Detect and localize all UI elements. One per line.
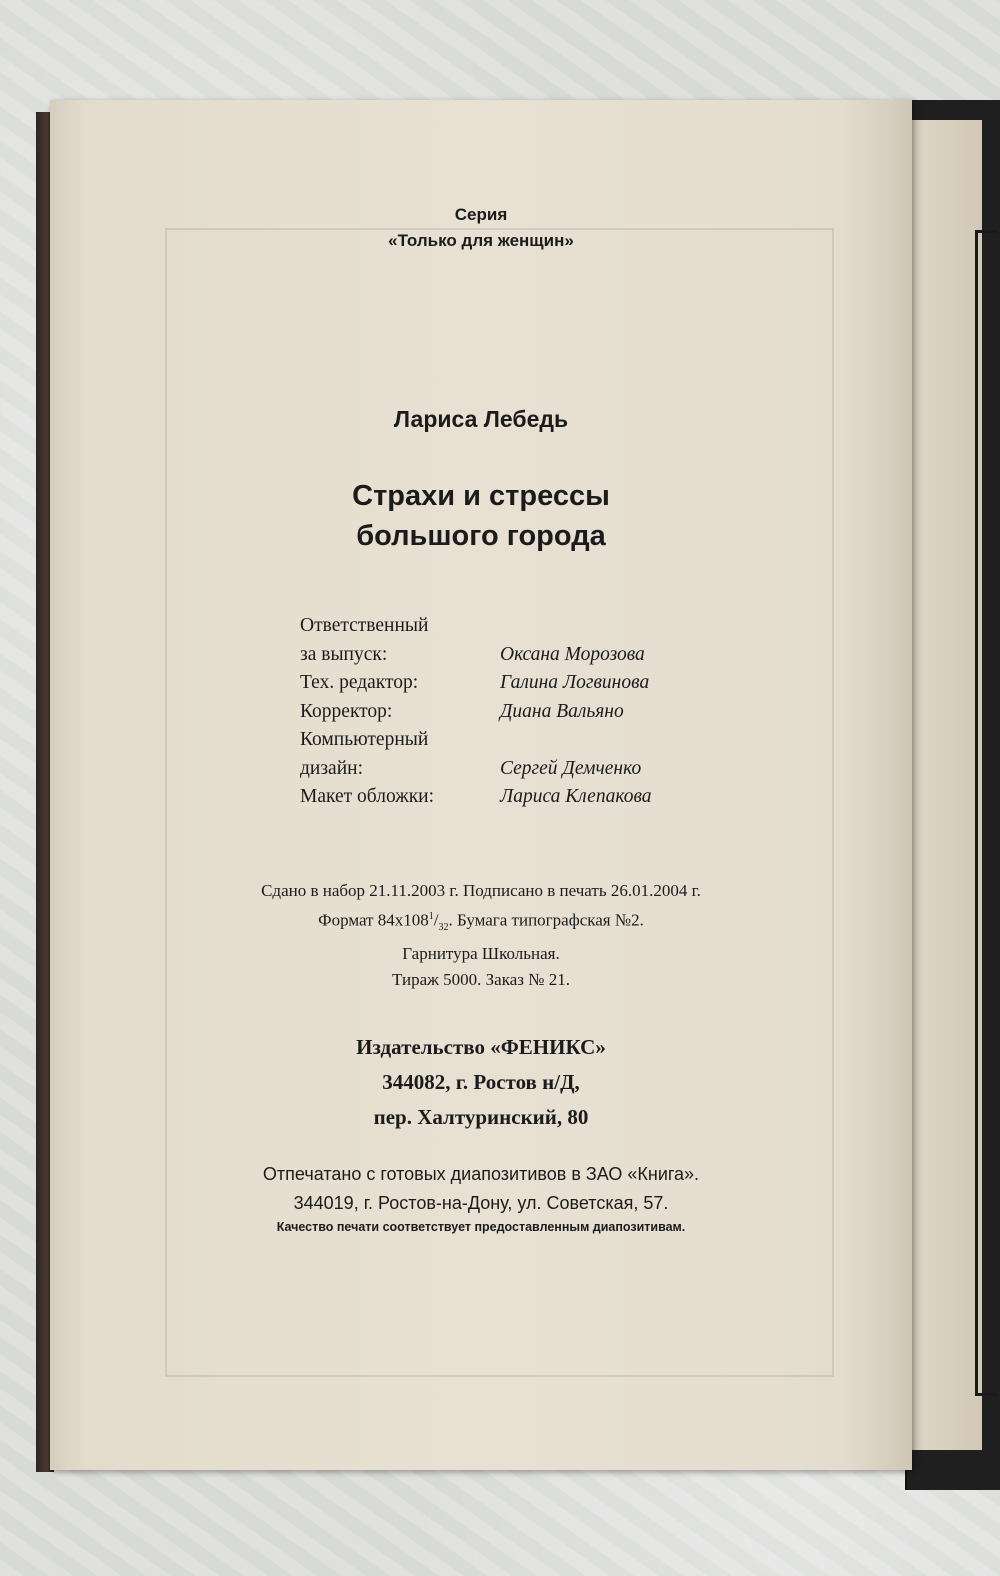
credit-name: Сергей Демченко (500, 757, 642, 779)
adjacent-page (902, 120, 982, 1450)
publisher-city: 344082, г. Ростов н/Д, (382, 1070, 580, 1094)
credit-name: Диана Вальяно (500, 700, 624, 722)
credit-role: дизайн: (300, 757, 364, 779)
book-title-line-1: Страхи и стрессы (352, 480, 610, 512)
quality-note: Качество печати соответствует предоставленным диапозитивам. (276, 1220, 686, 1234)
book-page (50, 100, 912, 1470)
credits-list (300, 612, 760, 812)
credit-name: Лариса Клепакова (500, 786, 652, 807)
credit-name: Оксана Морозова (500, 643, 645, 665)
imprint-print-run: Тираж 5000. Заказ № 21. (392, 970, 570, 990)
credit-role: Макет обложки: (300, 786, 435, 807)
imprint-format-sup: 1 (428, 911, 434, 922)
credit-role: Компьютерный (300, 729, 429, 750)
imprint-format-suffix: . Бумага типографская №2. (448, 910, 644, 930)
publisher-street: пер. Халтуринский, 80 (373, 1105, 589, 1129)
credit-row (300, 641, 760, 670)
imprint-format-sub: 32 (438, 922, 449, 934)
credit-row (300, 698, 760, 727)
imprint-format-prefix: Формат 84x108 (318, 910, 429, 930)
author-name: Лариса Лебедь (393, 406, 569, 432)
imprint-dates: Сдано в набор 21.11.2003 г. Подписано в печать 26.01.2004 г. (261, 881, 701, 900)
publisher-name: Издательство «ФЕНИКС» (356, 1035, 606, 1059)
printer-address: 344019, г. Ростов-на-Дону, ул. Советская, 57. (293, 1193, 669, 1213)
imprint-typeface: Гарнитура Школьная. (402, 944, 560, 964)
series-block (50, 202, 912, 254)
imprint-block (50, 878, 912, 993)
series-label: Серия (454, 205, 508, 224)
credit-role: за выпуск: (300, 643, 388, 665)
credit-row (300, 669, 760, 698)
credit-row (300, 612, 760, 641)
book-title-line-2: большого города (356, 520, 606, 552)
printer-name: Отпечатано с готовых диапозитивов в ЗАО «Книга». (262, 1164, 700, 1184)
credit-role: Тех. редактор: (300, 672, 419, 693)
printer-block (50, 1160, 912, 1218)
book-title (50, 476, 912, 556)
credit-row (300, 755, 760, 784)
publisher-block (50, 1030, 912, 1135)
credit-row (300, 783, 760, 812)
imprint-format: Формат $84x108^1/_{32}$. Бумага типографская №2. (318, 910, 644, 934)
series-name: «Только для женщин» (388, 231, 574, 250)
credit-role: Корректор: (300, 700, 393, 722)
credit-row (300, 726, 760, 755)
credit-role: Ответственный (300, 615, 429, 636)
adjacent-page-frame (975, 230, 998, 1396)
credit-name: Галина Логвинова (500, 672, 650, 693)
